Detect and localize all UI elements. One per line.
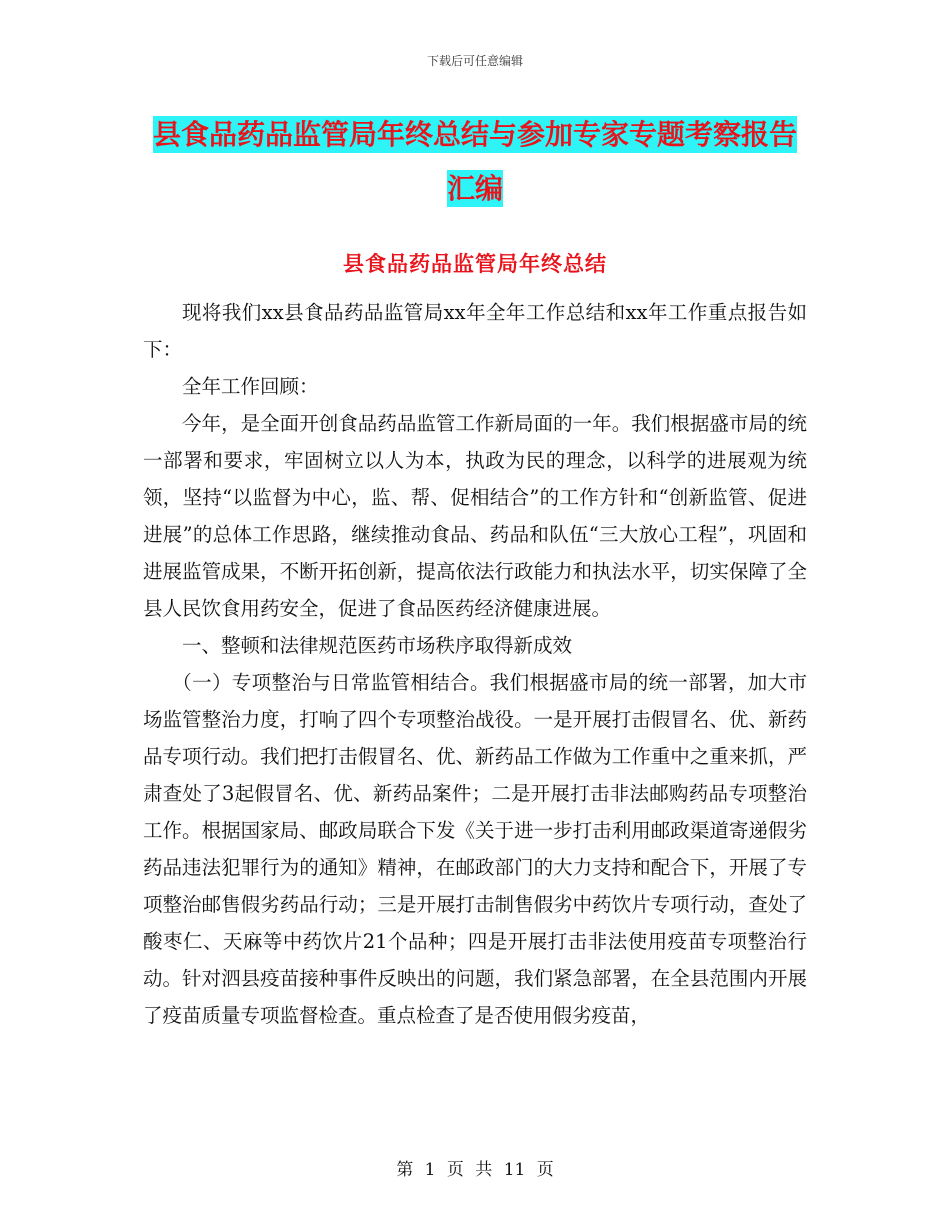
page-number-footer: 第 1 页 共 11 页: [396, 1160, 554, 1180]
section-title: 县食品药品监管局年终总结: [343, 252, 607, 276]
document-title-line-1: 县食品药品监管局年终总结与参加专家专题考察报告: [152, 118, 797, 151]
paragraph-intro: 现将我们xx县食品药品监管局xx年全年工作总结和xx年工作重点报告如下：: [143, 301, 807, 361]
document-body: [143, 294, 807, 1034]
paragraph-review-heading: 全年工作回顾：: [182, 375, 319, 398]
document-title-line-2: 汇编: [446, 172, 503, 205]
document-title: [140, 108, 810, 216]
paragraph-heading-1: 一、整顿和法律规范医药市场秩序取得新成效: [182, 634, 573, 657]
paragraph-subsection-1: （一）专项整治与日常监管相结合。我们根据盛市局的统一部署，加大市场监管整治力度，打响了四个专项整治战役。一是开展打击假冒名、优、新药品专项行动。我们把打击假冒名、优、新药品工作做为工作重中之重来抓，严肃查处了3起假冒名、优、新药品案件；二是开展打击非法邮购药品专项整治工作。根据国家局、邮政局联合下发《关于进一步打击利用邮政渠道寄递假劣药品违法犯罪行为的通知》精神，在邮政部门的大力支持和配合下，开展了专项整治邮售假劣药品行动；三是开展打击制售假劣中药饮片专项行动，查处了酸枣仁、天麻等中药饮片21个品种；四是开展打击非法使用疫苗专项整治行动。针对泗县疫苗接种事件反映出的问题，我们紧急部署，在全县范围内开展了疫苗质量专项监督检查。重点检查了是否使用假劣疫苗，: [143, 671, 807, 1027]
header-note: 下载后可任意编辑: [426, 54, 523, 68]
paragraph-overview: 今年，是全面开创食品药品监管工作新局面的一年。我们根据盛市局的统一部署和要求，牢固树立以人为本，执政为民的理念，以科学的进展观为统领，坚持“以监督为中心，监、帮、促相结合”的工作方针和“创新监管、促进进展”的总体工作思路，继续推动食品、药品和队伍“三大放心工程”，巩固和进展监管成果，不断开拓创新，提高依法行政能力和执法水平，切实保障了全县人民饮食用药安全，促进了食品医药经济健康进展。: [143, 412, 807, 620]
